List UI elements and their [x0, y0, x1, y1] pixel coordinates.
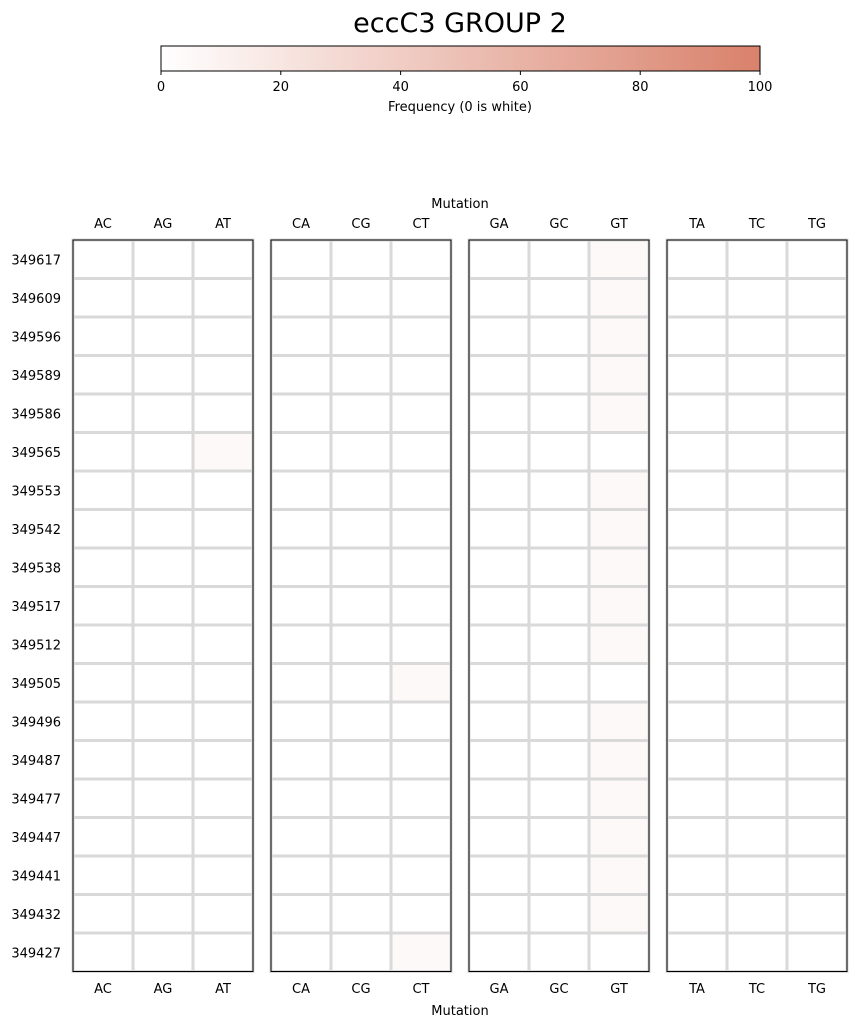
column-label-bottom: TG [807, 982, 827, 997]
heatmap-cell [727, 279, 787, 318]
heatmap-cell [73, 933, 133, 972]
heatmap-cell [193, 856, 253, 895]
heatmap-cell [727, 856, 787, 895]
heatmap-cell [529, 240, 589, 279]
row-label: 349517 [11, 599, 61, 615]
column-label-bottom: TA [689, 982, 705, 997]
heatmap-cell [271, 856, 331, 895]
heatmap-cell [727, 779, 787, 818]
heatmap-cell [193, 317, 253, 356]
heatmap-cell [787, 279, 847, 318]
heatmap-cell [667, 510, 727, 549]
heatmap-cell [133, 510, 193, 549]
heatmap-cell [133, 433, 193, 472]
heatmap-cell [529, 818, 589, 857]
heatmap-cell [391, 279, 451, 318]
heatmap-cell [589, 702, 649, 741]
heatmap-cell [469, 895, 529, 934]
heatmap-cell [193, 895, 253, 934]
heatmap-cell [391, 356, 451, 395]
heatmap-cell [391, 741, 451, 780]
heatmap-cell [271, 664, 331, 703]
heatmap-cell [271, 895, 331, 934]
heatmap-cell [73, 818, 133, 857]
heatmap-cell [193, 741, 253, 780]
heatmap-cell [727, 818, 787, 857]
heatmap-cell [469, 856, 529, 895]
heatmap-cell [727, 548, 787, 587]
heatmap-cell [667, 240, 727, 279]
column-label-top: TA [689, 217, 705, 232]
heatmap-cell [787, 779, 847, 818]
heatmap-cell [331, 818, 391, 857]
heatmap-cell [529, 356, 589, 395]
heatmap-cell [787, 625, 847, 664]
row-label: 349596 [11, 330, 61, 346]
heatmap-cell [667, 818, 727, 857]
heatmap-cell [589, 548, 649, 587]
heatmap-cell [391, 856, 451, 895]
column-label-bottom: CA [292, 982, 310, 997]
heatmap-cell [787, 664, 847, 703]
heatmap-cell [589, 240, 649, 279]
heatmap-cell [469, 510, 529, 549]
heatmap-cell [727, 394, 787, 433]
heatmap-cell [469, 471, 529, 510]
heatmap-cell [469, 664, 529, 703]
heatmap-cell [391, 895, 451, 934]
heatmap-cell [193, 818, 253, 857]
heatmap-cell [133, 856, 193, 895]
heatmap-cell [133, 741, 193, 780]
heatmap-cell [331, 856, 391, 895]
heatmap-cell [193, 933, 253, 972]
heatmap-cell [331, 741, 391, 780]
row-label: 349447 [11, 830, 61, 846]
heatmap-cell [391, 394, 451, 433]
column-label-top: CA [292, 217, 310, 232]
heatmap-cell [73, 394, 133, 433]
heatmap-cell [271, 394, 331, 433]
heatmap-cell [193, 625, 253, 664]
row-label: 349441 [11, 869, 61, 885]
heatmap-cell [73, 317, 133, 356]
heatmap-cell [589, 510, 649, 549]
heatmap-cell [787, 471, 847, 510]
heatmap-cell [529, 702, 589, 741]
heatmap-cell [469, 933, 529, 972]
heatmap-cell [271, 317, 331, 356]
heatmap-cell [331, 279, 391, 318]
row-label: 349477 [11, 792, 61, 808]
colorbar-gradient [161, 46, 760, 71]
heatmap-cell [271, 779, 331, 818]
heatmap-cell [667, 664, 727, 703]
heatmap-cell [589, 587, 649, 626]
chart-title: eccC3 GROUP 2 [353, 8, 567, 39]
heatmap-cell [331, 317, 391, 356]
column-label-top: AT [215, 217, 231, 232]
heatmap-cell [73, 433, 133, 472]
heatmap-cell [667, 779, 727, 818]
heatmap-panels [73, 217, 847, 997]
row-label: 349487 [11, 753, 61, 769]
heatmap-cell [73, 702, 133, 741]
heatmap-cell [469, 587, 529, 626]
heatmap-cell [331, 587, 391, 626]
heatmap-cell [529, 625, 589, 664]
heatmap-cell [529, 779, 589, 818]
heatmap-cell [331, 702, 391, 741]
column-label-top: CT [412, 217, 430, 232]
heatmap-cell [391, 317, 451, 356]
row-label: 349432 [11, 907, 61, 923]
heatmap-cell [391, 779, 451, 818]
heatmap-cell [787, 317, 847, 356]
heatmap-cell [667, 433, 727, 472]
heatmap-cell [331, 240, 391, 279]
heatmap-cell [727, 356, 787, 395]
heatmap-cell [331, 933, 391, 972]
heatmap-cell [391, 548, 451, 587]
heatmap-cell [727, 433, 787, 472]
colorbar-tick-label: 20 [272, 80, 290, 95]
heatmap-cell [727, 240, 787, 279]
heatmap-cell [787, 818, 847, 857]
heatmap-cell [787, 741, 847, 780]
heatmap-cell [193, 702, 253, 741]
heatmap-cell [133, 587, 193, 626]
heatmap-cell [787, 856, 847, 895]
row-label: 349565 [11, 445, 61, 461]
heatmap-cell [331, 548, 391, 587]
heatmap-cell [589, 818, 649, 857]
row-label: 349512 [11, 638, 61, 654]
heatmap-cell [469, 394, 529, 433]
heatmap-cell [73, 240, 133, 279]
column-label-top: AG [153, 217, 173, 232]
heatmap-cell [193, 394, 253, 433]
heatmap-cell [787, 356, 847, 395]
heatmap-cell [727, 317, 787, 356]
heatmap-cell [133, 279, 193, 318]
heatmap-cell [391, 664, 451, 703]
heatmap-cell [667, 587, 727, 626]
row-label: 349505 [11, 676, 61, 692]
heatmap-cell [727, 587, 787, 626]
column-label-top: TG [807, 217, 827, 232]
row-label: 349542 [11, 522, 61, 538]
heatmap-cell [73, 471, 133, 510]
heatmap-cell [133, 664, 193, 703]
heatmap-cell [787, 895, 847, 934]
heatmap-cell [133, 818, 193, 857]
heatmap-cell [667, 702, 727, 741]
heatmap-cell [787, 433, 847, 472]
heatmap-cell [391, 510, 451, 549]
row-label: 349589 [11, 368, 61, 384]
heatmap-cell [73, 356, 133, 395]
heatmap-cell [271, 356, 331, 395]
heatmap-cell [391, 625, 451, 664]
heatmap-cell [589, 317, 649, 356]
row-label: 349496 [11, 715, 61, 731]
heatmap-cell [787, 394, 847, 433]
heatmap-cell [271, 818, 331, 857]
heatmap-cell [589, 356, 649, 395]
heatmap-cell [271, 510, 331, 549]
heatmap-cell [667, 856, 727, 895]
heatmap-cell [727, 664, 787, 703]
heatmap-cell [271, 933, 331, 972]
heatmap-cell [331, 664, 391, 703]
row-labels [11, 253, 61, 961]
heatmap-cell [667, 279, 727, 318]
heatmap-cell [271, 279, 331, 318]
heatmap-cell [331, 779, 391, 818]
heatmap-cell [133, 702, 193, 741]
heatmap-cell [787, 548, 847, 587]
heatmap-cell [469, 741, 529, 780]
column-label-top: CG [351, 217, 371, 232]
row-label: 349553 [11, 484, 61, 500]
heatmap-cell [133, 548, 193, 587]
heatmap-cell [787, 702, 847, 741]
heatmap-cell [331, 394, 391, 433]
heatmap-cell [73, 548, 133, 587]
heatmap-cell [667, 548, 727, 587]
heatmap-cell [589, 433, 649, 472]
heatmap-cell [271, 625, 331, 664]
heatmap-cell [133, 240, 193, 279]
heatmap-cell [193, 433, 253, 472]
row-label: 349609 [11, 291, 61, 307]
heatmap-cell [133, 625, 193, 664]
heatmap-cell [469, 702, 529, 741]
heatmap-cell [331, 895, 391, 934]
heatmap-cell [391, 433, 451, 472]
heatmap-cell [529, 548, 589, 587]
colorbar-tick-label: 60 [512, 80, 529, 95]
heatmap-cell [469, 317, 529, 356]
heatmap-cell [73, 741, 133, 780]
bottom-axis-label: Mutation [431, 1004, 489, 1019]
heatmap-cell [271, 471, 331, 510]
heatmap-cell [193, 279, 253, 318]
column-label-top: GT [610, 217, 628, 232]
heatmap-cell [727, 702, 787, 741]
heatmap-cell [391, 818, 451, 857]
heatmap-cell [73, 510, 133, 549]
column-label-bottom: TC [748, 982, 766, 997]
column-label-bottom: GT [610, 982, 628, 997]
heatmap-cell [193, 779, 253, 818]
heatmap-cell [667, 356, 727, 395]
heatmap-cell [73, 664, 133, 703]
heatmap-cell [193, 587, 253, 626]
heatmap-panel [73, 217, 253, 997]
heatmap-cell [391, 702, 451, 741]
column-label-bottom: CG [351, 982, 371, 997]
heatmap-cell [391, 933, 451, 972]
heatmap-cell [193, 240, 253, 279]
heatmap-cell [73, 279, 133, 318]
heatmap-cell [589, 471, 649, 510]
heatmap-panel [667, 217, 847, 997]
heatmap-cell [529, 433, 589, 472]
heatmap-cell [271, 548, 331, 587]
column-label-top: GA [489, 217, 509, 232]
heatmap-cell [529, 741, 589, 780]
heatmap-cell [727, 741, 787, 780]
colorbar [157, 46, 773, 115]
row-label: 349538 [11, 561, 61, 577]
heatmap-cell [133, 356, 193, 395]
heatmap-cell [667, 933, 727, 972]
column-label-top: GC [549, 217, 569, 232]
heatmap-cell [787, 510, 847, 549]
heatmap-cell [589, 741, 649, 780]
top-axis-label: Mutation [431, 197, 489, 212]
row-label: 349617 [11, 253, 61, 269]
colorbar-ticks [157, 71, 773, 95]
heatmap-cell [73, 895, 133, 934]
heatmap-cell [787, 240, 847, 279]
heatmap-cell [331, 510, 391, 549]
heatmap-cell [133, 394, 193, 433]
heatmap-cell [391, 240, 451, 279]
heatmap-cell [331, 356, 391, 395]
heatmap-cell [469, 779, 529, 818]
heatmap-cell [469, 279, 529, 318]
heatmap-cell [271, 741, 331, 780]
heatmap-cell [727, 895, 787, 934]
heatmap-cell [469, 818, 529, 857]
heatmap-cell [667, 895, 727, 934]
heatmap-cell [73, 587, 133, 626]
heatmap-cell [787, 587, 847, 626]
heatmap-panel [469, 217, 649, 997]
column-label-top: TC [748, 217, 766, 232]
heatmap-cell [469, 356, 529, 395]
heatmap-cell [271, 702, 331, 741]
colorbar-tick-label: 0 [156, 80, 166, 95]
column-label-bottom: GA [489, 982, 509, 997]
heatmap-cell [589, 779, 649, 818]
colorbar-tick-label: 40 [392, 80, 409, 95]
heatmap-cell [73, 856, 133, 895]
heatmap-cell [589, 664, 649, 703]
heatmap-cell [589, 933, 649, 972]
heatmap-cell [667, 741, 727, 780]
heatmap-cell [589, 394, 649, 433]
heatmap-cell [727, 510, 787, 549]
heatmap-cell [271, 240, 331, 279]
colorbar-tick-label: 100 [747, 80, 773, 95]
column-label-top: AC [94, 217, 112, 232]
heatmap-cell [331, 625, 391, 664]
heatmap-cell [271, 587, 331, 626]
heatmap-cell [667, 625, 727, 664]
heatmap-cell [73, 779, 133, 818]
heatmap-cell [133, 933, 193, 972]
heatmap-cell [469, 240, 529, 279]
heatmap-cell [667, 394, 727, 433]
heatmap-panel [271, 217, 451, 997]
heatmap-cell [529, 587, 589, 626]
column-label-bottom: AT [215, 982, 231, 997]
heatmap-cell [589, 279, 649, 318]
heatmap-cell [391, 471, 451, 510]
heatmap-cell [529, 394, 589, 433]
heatmap-cell [787, 933, 847, 972]
heatmap-cell [193, 664, 253, 703]
column-label-bottom: CT [412, 982, 430, 997]
heatmap-cell [529, 471, 589, 510]
heatmap-cell [667, 471, 727, 510]
heatmap-cell [529, 317, 589, 356]
heatmap-cell [589, 856, 649, 895]
column-label-bottom: AG [153, 982, 173, 997]
heatmap-cell [133, 895, 193, 934]
heatmap-cell [727, 933, 787, 972]
heatmap-cell [727, 625, 787, 664]
heatmap-cell [271, 433, 331, 472]
heatmap-cell [727, 471, 787, 510]
heatmap-cell [469, 433, 529, 472]
row-label: 349427 [11, 946, 61, 962]
heatmap-cell [133, 779, 193, 818]
heatmap-cell [589, 895, 649, 934]
colorbar-tick-label: 80 [631, 80, 649, 95]
heatmap-cell [73, 625, 133, 664]
heatmap-cell [133, 317, 193, 356]
heatmap-cell [469, 548, 529, 587]
heatmap-cell [529, 279, 589, 318]
heatmap-cell [331, 433, 391, 472]
heatmap-cell [469, 625, 529, 664]
column-label-bottom: AC [94, 982, 112, 997]
heatmap-cell [193, 356, 253, 395]
heatmap-cell [589, 625, 649, 664]
heatmap-cell [667, 317, 727, 356]
heatmap-cell [529, 510, 589, 549]
heatmap-cell [529, 895, 589, 934]
heatmap-cell [529, 664, 589, 703]
heatmap-cell [133, 471, 193, 510]
heatmap-cell [529, 856, 589, 895]
column-label-bottom: GC [549, 982, 569, 997]
heatmap-cell [193, 548, 253, 587]
row-label: 349586 [11, 407, 61, 423]
heatmap-cell [529, 933, 589, 972]
heatmap-cell [391, 587, 451, 626]
heatmap-cell [331, 471, 391, 510]
colorbar-label: Frequency (0 is white) [388, 100, 532, 115]
heatmap-cell [193, 510, 253, 549]
heatmap-cell [193, 471, 253, 510]
